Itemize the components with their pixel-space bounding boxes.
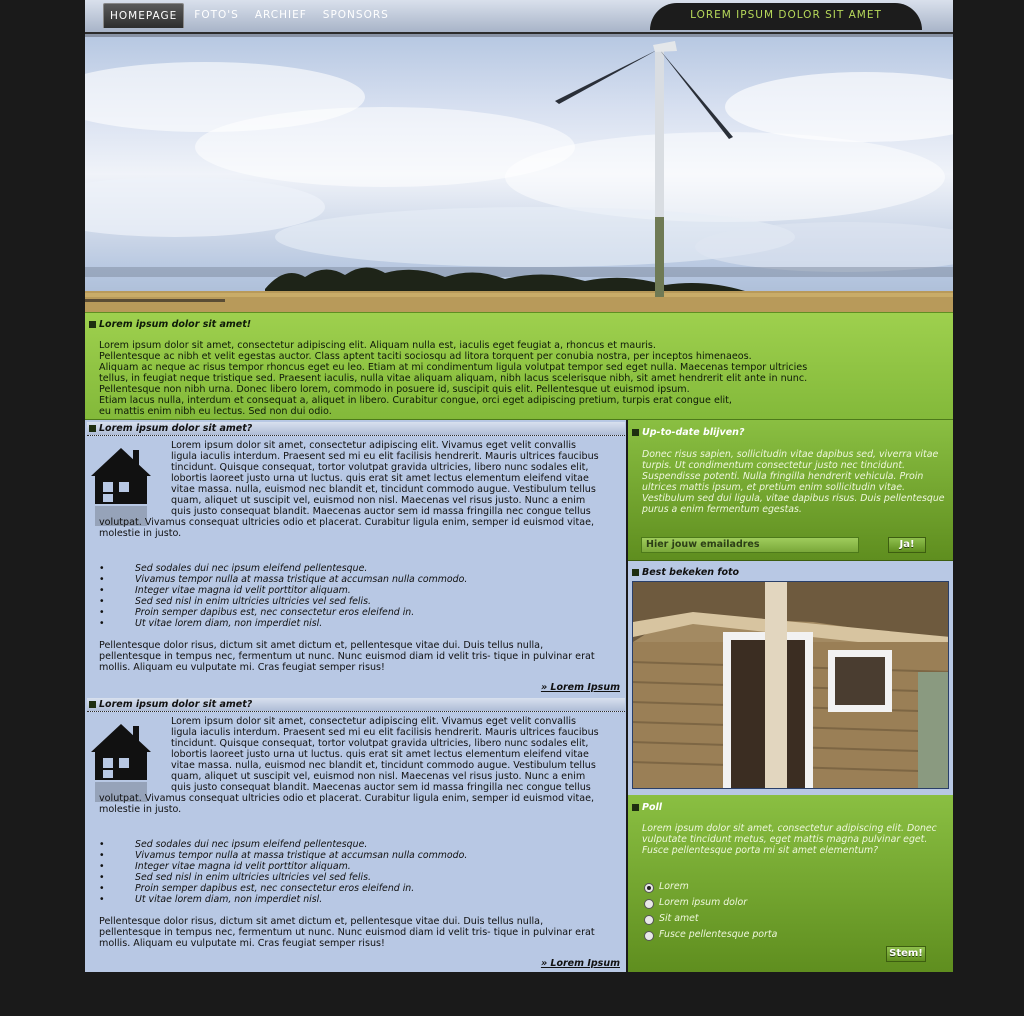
list-item: • Proin semper dapibus est, nec consectetur eros eleifend in. (99, 607, 467, 618)
page-wrapper (85, 0, 953, 972)
bullet-square-icon (89, 425, 96, 432)
bullet-square-icon (632, 429, 639, 436)
intro-line: Pellentesque ac nibh et velit egestas auctor. Class aptent taciti sociosqu ad litora torquent per conubia nostra, per inceptos himenaeos. (99, 351, 752, 362)
radio-selected-icon[interactable] (644, 883, 654, 893)
article-2 (85, 696, 628, 972)
poll-option[interactable] (644, 881, 777, 897)
radio-icon[interactable] (644, 931, 654, 941)
poll-option[interactable] (644, 897, 777, 913)
right-sidebar (628, 420, 953, 972)
newsletter-box (628, 420, 953, 561)
article-header (87, 422, 625, 436)
list-item: • Sed sed nisl in enim ultricies ultricies vel sed felis. (99, 596, 467, 607)
subscribe-button[interactable]: Ja! (888, 537, 926, 553)
nav-fotos[interactable]: FOTO'S (194, 9, 239, 21)
bullet-square-icon (632, 804, 639, 811)
hero-banner-wind-turbine (85, 37, 953, 312)
poll-option-label: Lorem ipsum dolor (659, 897, 748, 908)
house-icon (89, 444, 153, 526)
read-more-link[interactable]: » Lorem Ipsum (540, 958, 620, 969)
article-bullet-list (99, 563, 467, 629)
intro-line: Pellentesque non nibh urna. Donec libero lorem, commodo in posuere id, suscipit quis elit. Pellentesque ut euismod ipsum. (99, 384, 690, 395)
list-item: • Proin semper dapibus est, nec consectetur eros eleifend in. (99, 883, 467, 894)
wooden-shed-photo (633, 582, 949, 789)
list-item: • Ut vitae lorem diam, non imperdiet nisl. (99, 894, 467, 905)
poll-option[interactable] (644, 913, 777, 929)
article-paragraph (99, 716, 601, 815)
wind-turbine-illustration (85, 37, 953, 312)
house-icon (89, 720, 153, 802)
best-photo-image[interactable] (632, 581, 949, 789)
list-item: • Sed sodales dui nec ipsum eleifend pellentesque. (99, 563, 467, 574)
list-item: • Integer vitae magna id velit porttitor aliquam. (99, 861, 467, 872)
article-paragraph (99, 440, 601, 539)
article-heading (89, 699, 252, 710)
best-photo-heading (632, 567, 739, 578)
article-paragraph-2: Pellentesque dolor risus, dictum sit amet dictum et, pellentesque vitae dui. Duis tellus nulla, pellentesque in tempus nec, fermentum ut nunc. Nunc euismod diam id velit tris- tique in pulvinar erat mollis. Aliquam eu vulputate mi. Cras feugiat semper risus! (99, 640, 595, 673)
best-photo-title: Best bekeken foto (642, 567, 740, 578)
article-heading (89, 423, 252, 434)
article-1 (85, 420, 628, 696)
poll-option-label: Sit amet (659, 913, 699, 924)
list-item: • Ut vitae lorem diam, non imperdiet nisl. (99, 618, 467, 629)
poll-heading (632, 802, 662, 813)
poll-option-label: Lorem (659, 881, 689, 892)
intro-line: eu mattis enim nibh eu lectus. Sed non dui odio. (99, 406, 332, 417)
intro-section (85, 312, 953, 420)
article-paragraph-text: Lorem ipsum dolor sit amet, consectetur adipiscing elit. Vivamus eget velit convallis ligula iaculis interdum. Praesent sed mi eu elit facilisis hendrerit. Mauris ultrices faucibus tincidunt. Quisque consequat, tortor volutpat gravida ultricies, libero nunc sodales elit, lobortis laoreet justo urna ut luctus. quis erat sit amet lectus elementum eleifend vitae vitae massa. nulla, euismod nec blandit et, tincidunt commodo augue. Vestibulum tellus quam, aliquet ut suscipit vel, euismod non nisl. Maecenas vel risus justo. Nunc a enim quis justo consequat blandit. Maecenas auctor sem id massa fringilla nec congue tellus volutpat. Vivamus consequat ultricies odio et placerat. Curabitur ligula enim, semper id euismod vitae, molestie in justo. (99, 440, 599, 539)
intro-text (99, 340, 944, 417)
vote-button[interactable]: Stem! (886, 946, 926, 962)
newsletter-text: Donec risus sapien, sollicitudin vitae dapibus sed, viverra vitae turpis. Ut condimentum consectetur justo nec tincidunt. Suspendisse potenti. Nulla fringilla hendrerit vehicula. Proin ultrices mattis ipsum, et pretium enim sollicitudin vitae. Vestibulum sed dui ligula, vitae dapibus risus. Duis pellentesque purus a enim fermentum egestas. (642, 449, 945, 515)
read-more-link[interactable]: » Lorem Ipsum (540, 682, 620, 693)
article-title: Lorem ipsum dolor sit amet? (99, 423, 253, 434)
bullet-square-icon (89, 321, 96, 328)
article-paragraph-2: Pellentesque dolor risus, dictum sit amet dictum et, pellentesque vitae dui. Duis tellus nulla, pellentesque in tempus nec, fermentum ut nunc. Nunc euismod diam id velit tris- tique in pulvinar erat mollis. Aliquam eu vulputate mi. Cras feugiat semper risus! (99, 916, 595, 949)
article-title: Lorem ipsum dolor sit amet? (99, 699, 253, 710)
list-item: • Sed sed nisl in enim ultricies ultricies vel sed felis. (99, 872, 467, 883)
article-header (87, 698, 625, 712)
intro-title: Lorem ipsum dolor sit amet! (99, 319, 252, 330)
poll-options (644, 881, 777, 945)
article-paragraph-text: Lorem ipsum dolor sit amet, consectetur adipiscing elit. Vivamus eget velit convallis ligula iaculis interdum. Praesent sed mi eu elit facilisis hendrerit. Mauris ultrices faucibus tincidunt. Quisque consequat, tortor volutpat gravida ultricies, libero nunc sodales elit, lobortis laoreet justo urna ut luctus. quis erat sit amet lectus elementum eleifend vitae vitae massa. nulla, euismod nec blandit et, tincidunt commodo augue. Vestibulum tellus quam, aliquet ut suscipit vel, euismod non nisl. Maecenas vel risus justo. Nunc a enim quis justo consequat blandit. Maecenas auctor sem id massa fringilla nec congue tellus volutpat. Vivamus consequat ultricies odio et placerat. Curabitur ligula enim, semper id euismod vitae, molestie in justo. (99, 716, 599, 815)
poll-title: Poll (642, 802, 663, 813)
intro-line: Lorem ipsum dolor sit amet, consectetur adipiscing elit. Aliquam nulla est, iaculis eget feugiat a, rhoncus et mauris. (99, 340, 656, 351)
list-item: • Integer vitae magna id velit porttitor aliquam. (99, 585, 467, 596)
bullet-square-icon (89, 701, 96, 708)
article-bullet-list (99, 839, 467, 905)
site-slogan: LOREM IPSUM DOLOR SIT AMET (650, 3, 922, 30)
nav-sponsors[interactable]: SPONSORS (322, 9, 389, 21)
list-item: • Vivamus tempor nulla at massa tristique at accumsan nulla commodo. (99, 574, 467, 585)
poll-option[interactable] (644, 929, 777, 945)
list-item: • Sed sodales dui nec ipsum eleifend pellentesque. (99, 839, 467, 850)
newsletter-title: Up-to-date blijven? (642, 427, 745, 438)
intro-heading (89, 319, 251, 330)
intro-line: Aliquam ac neque ac risus tempor rhoncus eget eu leo. Etiam at mi condimentum ligula volutpat tempor sed eget nulla. Maecenas tempor ultricies (99, 362, 808, 373)
newsletter-heading (632, 427, 744, 438)
radio-icon[interactable] (644, 915, 654, 925)
intro-line: Etiam lacus nulla, interdum et consequat a, aliquet in libero. Curabitur congue, orci eget adipiscing pretium, turpis erat congue elit, (99, 395, 732, 406)
nav-homepage[interactable]: HOMEPAGE (103, 3, 184, 28)
poll-box (628, 795, 953, 972)
top-navigation (85, 0, 953, 34)
best-photo-box (628, 561, 953, 793)
intro-line: tellus, in feugiat neque tristique sed. Praesent iaculis, nulla vitae aliquam aliquam, nibh lacus scelerisque nibh, sit amet hendrerit elit ante in nunc. (99, 373, 808, 384)
poll-option-label: Fusce pellentesque porta (659, 929, 778, 940)
nav-archief[interactable]: ARCHIEF (254, 9, 307, 21)
email-input[interactable]: Hier jouw emailadres (641, 537, 859, 553)
radio-icon[interactable] (644, 899, 654, 909)
bullet-square-icon (632, 569, 639, 576)
list-item: • Vivamus tempor nulla at massa tristique at accumsan nulla commodo. (99, 850, 467, 861)
poll-question: Lorem ipsum dolor sit amet, consectetur adipiscing elit. Donec vulputate tincidunt metus, eget mattis magna pulvinar eget. Fusce pellentesque porta mi sit amet elementum? (642, 823, 937, 856)
